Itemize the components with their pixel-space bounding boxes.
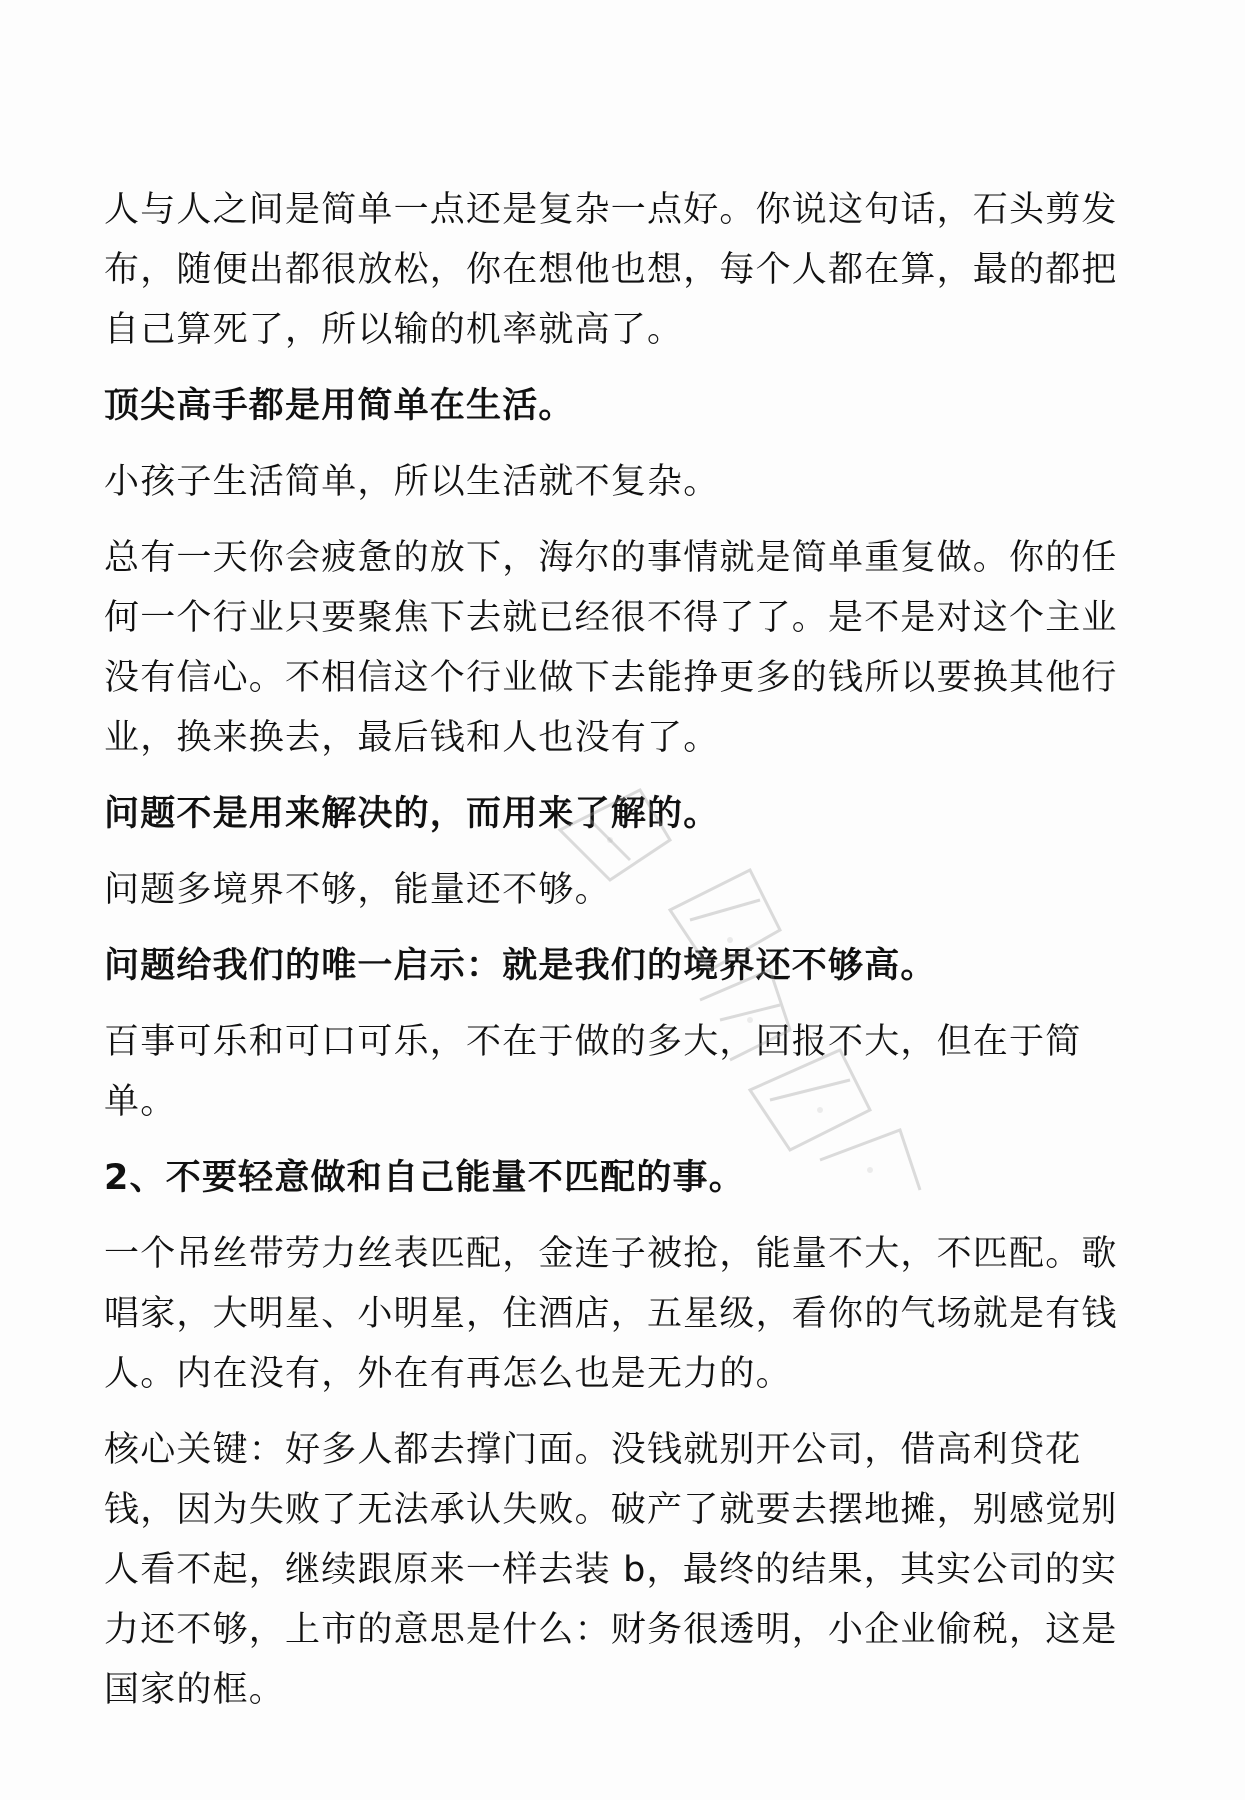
heading-problems: 问题不是用来解决的，而用来了解的。	[104, 794, 720, 834]
paragraph-3: 小孩子生活简单，所以生活就不复杂。	[104, 462, 720, 502]
paragraph-11: 核心关键：好多人都去撑门面。没钱就别开公司，借高利贷花钱，因为失败了无法承认失败。破产了就要去摆地摊，别感觉别人看不起，继续跟原来一样去装 b，最终的结果，其实公司的实力还不够，上市的意思是什么：财务很透明，小企业偷税，这是国家的框。	[104, 1430, 1118, 1710]
heading-section-2: 2、不要轻意做和自己能量不匹配的事。	[104, 1158, 745, 1198]
paragraph-4: 总有一天你会疲惫的放下，海尔的事情就是简单重复做。你的任何一个行业只要聚焦下去就已经很不得了了。是不是对这个主业没有信心。不相信这个行业做下去能挣更多的钱所以要换其他行业，换来换去，最后钱和人也没有了。	[104, 538, 1118, 758]
paragraph-1: 人与人之间是简单一点还是复杂一点好。你说这句话，石头剪发布，随便出都很放松，你在想他也想，每个人都在算，最的都把自己算死了，所以输的机率就高了。	[104, 190, 1118, 350]
heading-problem-revelation: 问题给我们的唯一启示：就是我们的境界还不够高。	[104, 946, 937, 986]
paragraph-8: 百事可乐和可口可乐，不在于做的多大，回报不大，但在于简单。	[104, 1022, 1082, 1122]
paragraph-10: 一个吊丝带劳力丝表匹配，金连子被抢，能量不大，不匹配。歌唱家，大明星、小明星，住酒店，五星级，看你的气场就是有钱人。内在没有，外在有再怎么也是无力的。	[104, 1234, 1118, 1394]
paragraph-6: 问题多境界不够，能量还不够。	[104, 870, 611, 910]
document-body	[104, 180, 1149, 1736]
heading-top-masters: 顶尖高手都是用简单在生活。	[104, 386, 575, 426]
